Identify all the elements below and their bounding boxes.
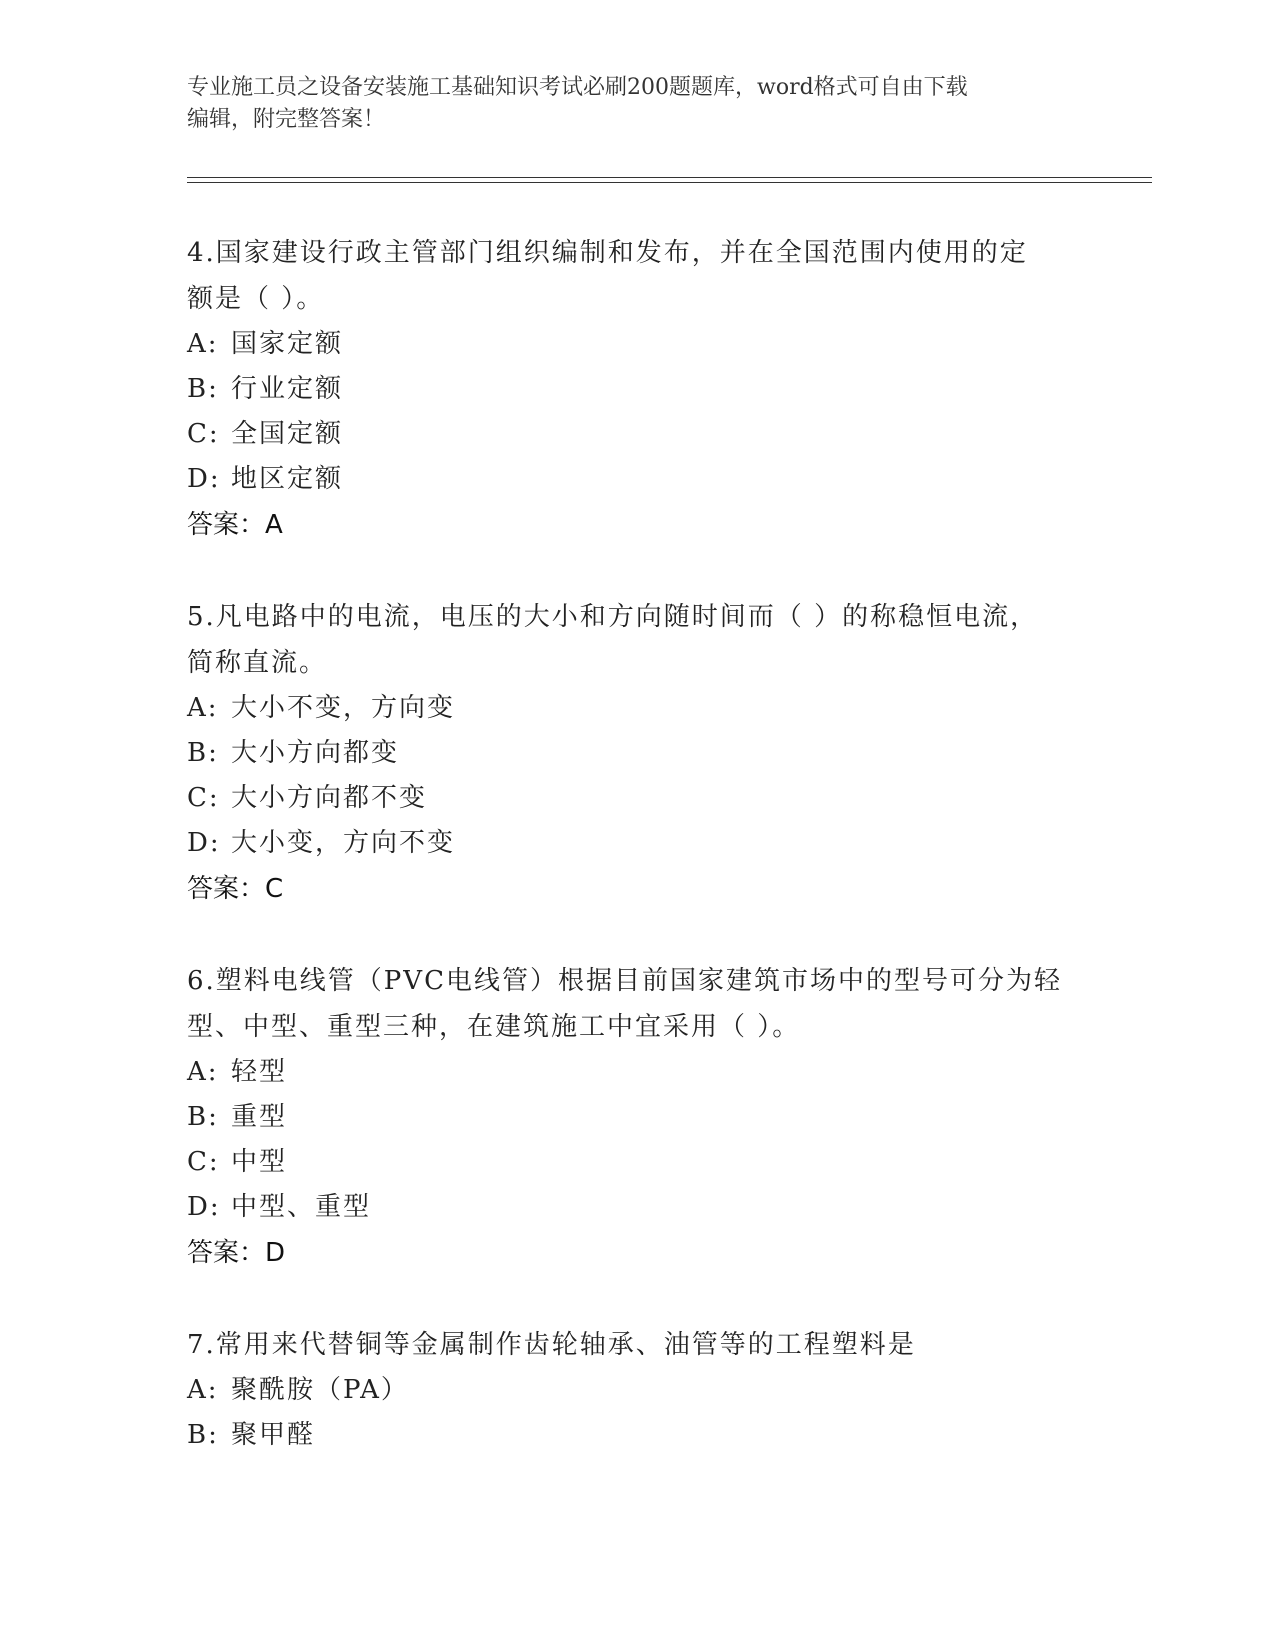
- question-stem-line: 6.塑料电线管（PVC电线管）根据目前国家建筑市场中的型号可分为轻: [187, 966, 1062, 996]
- question-stem: [187, 594, 1087, 686]
- question-stem-line: 额是（ ）。: [187, 284, 325, 314]
- header-divider-bottom: [187, 182, 1152, 183]
- option-text: 重型: [231, 1102, 288, 1132]
- option-letter: C:: [187, 783, 220, 813]
- option-letter: A:: [187, 1375, 219, 1405]
- option-text: 大小方向都不变: [231, 783, 428, 813]
- option-b: [187, 1095, 1087, 1140]
- option-letter: D:: [187, 828, 221, 858]
- option-d: [187, 457, 1087, 502]
- question-6: [187, 958, 1087, 1276]
- option-text: 轻型: [231, 1057, 288, 1087]
- option-letter: C:: [187, 419, 220, 449]
- option-a: [187, 686, 1087, 731]
- answer-label: 答案：C: [187, 874, 284, 904]
- question-stem-line: 型、中型、重型三种，在建筑施工中宜采用（ ）。: [187, 1012, 801, 1042]
- option-a: [187, 1050, 1087, 1095]
- question-stem: [187, 1322, 1087, 1368]
- option-letter: D:: [187, 464, 221, 494]
- option-letter: B:: [187, 738, 219, 768]
- option-c: [187, 1140, 1087, 1185]
- question-stem: [187, 230, 1087, 322]
- option-letter: A:: [187, 693, 219, 723]
- question-stem: [187, 958, 1087, 1050]
- header-divider-top: [187, 177, 1152, 178]
- option-text: 行业定额: [231, 374, 344, 404]
- option-letter: C:: [187, 1147, 220, 1177]
- option-letter: A:: [187, 1057, 219, 1087]
- option-text: 大小不变，方向变: [231, 693, 456, 723]
- document-header: [187, 72, 1077, 136]
- question-4: [187, 230, 1087, 548]
- option-text: 聚甲醛: [231, 1420, 316, 1450]
- option-letter: B:: [187, 1420, 219, 1450]
- question-list: [187, 230, 1087, 1504]
- header-line-1: 专业施工员之设备安装施工基础知识考试必刷200题题库，word格式可自由下载: [187, 75, 968, 100]
- header-line-2: 编辑，附完整答案！: [187, 107, 386, 132]
- option-text: 中型: [231, 1147, 288, 1177]
- option-b: [187, 1413, 1087, 1458]
- option-a: [187, 1368, 1087, 1413]
- option-b: [187, 367, 1087, 412]
- question-stem-line: 简称直流。: [187, 648, 328, 678]
- option-d: [187, 821, 1087, 866]
- option-b: [187, 731, 1087, 776]
- option-letter: D:: [187, 1192, 221, 1222]
- question-7: [187, 1322, 1087, 1458]
- option-a: [187, 322, 1087, 367]
- option-text: 中型、重型: [231, 1192, 372, 1222]
- option-text: 全国定额: [231, 419, 344, 449]
- option-c: [187, 412, 1087, 457]
- option-letter: B:: [187, 1102, 219, 1132]
- option-text: 大小变，方向不变: [231, 828, 456, 858]
- answer-label: 答案：D: [187, 1238, 286, 1268]
- option-letter: B:: [187, 374, 219, 404]
- question-stem-line: 5.凡电路中的电流，电压的大小和方向随时间而（ ）的称稳恒电流，: [187, 602, 1039, 632]
- answer-label: 答案：A: [187, 510, 283, 540]
- option-c: [187, 776, 1087, 821]
- option-text: 国家定额: [231, 329, 344, 359]
- question-stem-line: 7.常用来代替铜等金属制作齿轮轴承、油管等的工程塑料是: [187, 1330, 916, 1360]
- question-stem-line: 4.国家建设行政主管部门组织编制和发布，并在全国范围内使用的定: [187, 238, 1028, 268]
- option-d: [187, 1185, 1087, 1230]
- question-5: [187, 594, 1087, 912]
- option-text: 地区定额: [231, 464, 344, 494]
- option-text: 大小方向都变: [231, 738, 400, 768]
- option-text: 聚酰胺（PA）: [231, 1375, 409, 1405]
- option-letter: A:: [187, 329, 219, 359]
